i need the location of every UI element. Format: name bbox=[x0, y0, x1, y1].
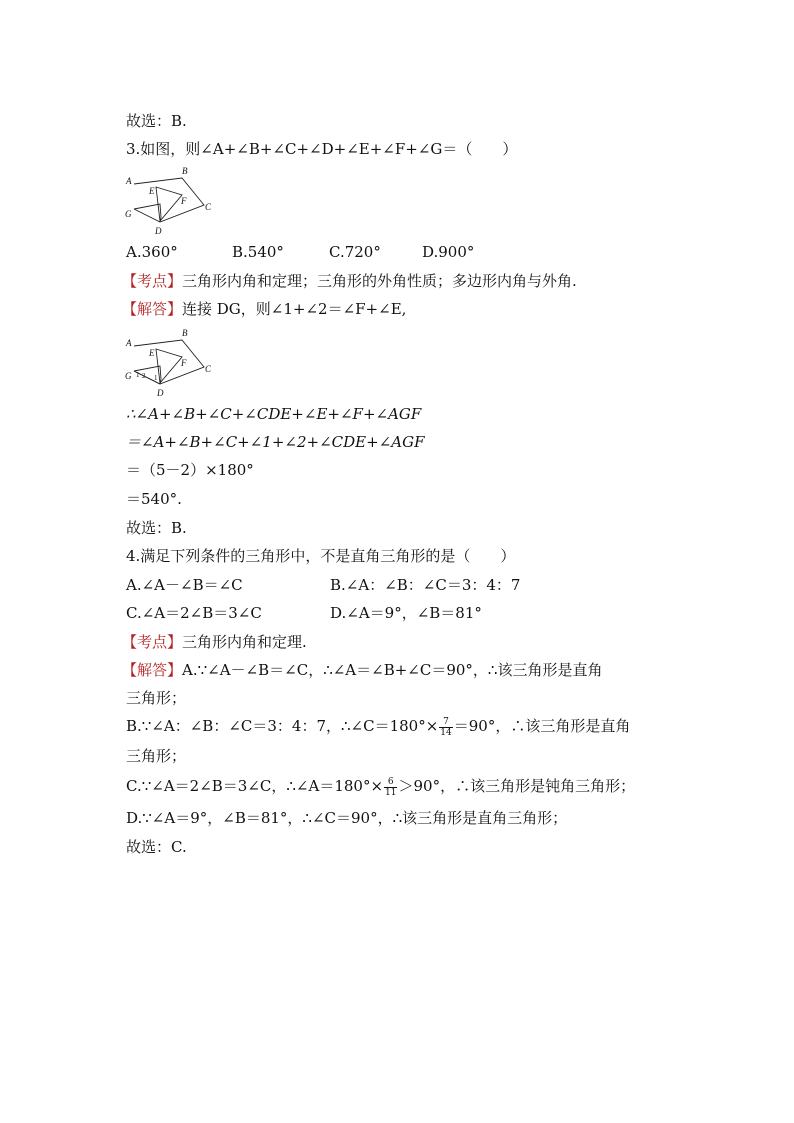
q3-jieda bbox=[122, 299, 406, 319]
q3-fig-label-c: C bbox=[205, 202, 212, 212]
q4-kaodian-text: 三角形内角和定理. bbox=[182, 633, 307, 651]
q4-answer: 故选：C. bbox=[126, 838, 187, 856]
q3-sol-label-a: A bbox=[126, 338, 132, 348]
q4-jieda-d: D.∵∠A＝9°，∠B＝81°，∴∠C＝90°，∴该三角形是直角三角形； bbox=[126, 809, 568, 827]
q4-jieda-tag: 【解答】 bbox=[122, 661, 183, 679]
q4-options-row-2 bbox=[126, 603, 482, 623]
q4-options-row-1 bbox=[126, 575, 520, 595]
q3-kaodian-tag: 【考点】 bbox=[122, 272, 183, 290]
q3-options bbox=[126, 242, 474, 262]
q3-option-b[interactable]: B.540° bbox=[232, 243, 284, 261]
q4-jieda-b2: 三角形； bbox=[126, 747, 187, 765]
q3-step-1: ∴∠A+∠B+∠C+∠CDE+∠E+∠F+∠AGF bbox=[126, 405, 422, 423]
q4-jieda-b1 bbox=[126, 716, 630, 738]
q4-option-a[interactable]: A.∠A－∠B＝∠C bbox=[126, 576, 243, 594]
q4-fraction-6-11 bbox=[384, 777, 397, 798]
q3-fig-label-f: F bbox=[181, 196, 187, 206]
q3-figure-side bbox=[134, 204, 161, 222]
q3-answer: 故选：B. bbox=[126, 519, 187, 537]
q4-kaodian bbox=[122, 632, 307, 652]
q3-step-3: ＝（5－2）×180° bbox=[126, 461, 254, 479]
q3-stem: 3.如图，则∠A+∠B+∠C+∠D+∠E+∠F+∠G＝（ ） bbox=[126, 140, 518, 158]
q3-fig-label-b: B bbox=[182, 166, 188, 176]
q4-jieda bbox=[122, 660, 602, 680]
q4-option-b[interactable]: B.∠A：∠B：∠C＝3：4：7 bbox=[330, 576, 521, 594]
q3-jieda-text: 连接 DG，则∠1+∠2＝∠F+∠E, bbox=[182, 300, 407, 318]
q3-sol-label-d: D bbox=[157, 388, 164, 398]
q3-jieda-tag: 【解答】 bbox=[122, 300, 183, 318]
q3-option-a[interactable]: A.360° bbox=[126, 243, 178, 261]
q4-stem: 4.满足下列条件的三角形中，不是直角三角形的是（ ） bbox=[126, 547, 516, 565]
q3-sol-label-f: F bbox=[181, 358, 187, 368]
q3-sol-label-g: G bbox=[125, 371, 132, 381]
q3-sol-label-angle-2: 2 bbox=[142, 372, 146, 380]
q3-kaodian bbox=[122, 271, 577, 291]
q3-step-2: ＝∠A+∠B+∠C+∠1+∠2+∠CDE+∠AGF bbox=[126, 433, 425, 451]
q4-fraction-7-14 bbox=[439, 717, 452, 738]
q4-jieda-c-pre: C.∵∠A＝2∠B＝3∠C，∴∠A＝180°× bbox=[126, 777, 384, 795]
q3-figure-quadrilateral bbox=[134, 178, 204, 222]
q4-jieda-a1: A.∵∠A－∠B＝∠C，∴∠A＝∠B+∠C＝90°，∴该三角形是直角 bbox=[182, 661, 603, 679]
q3-sol-label-angle-1: 1 bbox=[136, 371, 140, 379]
q3-step-4: ＝540°. bbox=[126, 490, 182, 508]
q4-fraction-7-14-denominator: 14 bbox=[440, 727, 452, 738]
q3-figure bbox=[120, 162, 220, 238]
q3-option-c[interactable]: C.720° bbox=[329, 243, 381, 261]
q3-fig-label-d: D bbox=[155, 226, 162, 236]
q3-option-d[interactable]: D.900° bbox=[422, 243, 475, 261]
q4-kaodian-tag: 【考点】 bbox=[122, 633, 183, 651]
q3-fig-label-g: G bbox=[125, 209, 132, 219]
q3-solution-figure bbox=[120, 324, 220, 400]
q3-sol-label-b: B bbox=[182, 328, 188, 338]
q4-jieda-c bbox=[126, 776, 635, 798]
q4-fraction-6-11-numerator: 6 bbox=[384, 777, 397, 788]
q4-fraction-7-14-numerator: 7 bbox=[439, 717, 452, 728]
q4-jieda-a2: 三角形； bbox=[126, 689, 187, 707]
q4-jieda-b1-pre: B.∵∠A：∠B：∠C＝3：4：7，∴∠C＝180°× bbox=[126, 717, 439, 735]
q4-fraction-6-11-denominator: 11 bbox=[385, 787, 397, 798]
q4-option-c[interactable]: C.∠A＝2∠B＝3∠C bbox=[126, 604, 262, 622]
q3-sol-label-e: E bbox=[149, 348, 155, 358]
q3-fig-label-a: A bbox=[126, 176, 132, 186]
q4-jieda-b1-post: ＝90°，∴该三角形是直角 bbox=[453, 717, 631, 735]
q3-sol-label-angle-1b: 1 bbox=[154, 374, 158, 382]
q4-option-d[interactable]: D.∠A＝9°，∠B＝81° bbox=[330, 604, 482, 622]
prev-answer: 故选：B. bbox=[126, 112, 187, 130]
q3-kaodian-text: 三角形内角和定理；三角形的外角性质；多边形内角与外角. bbox=[182, 272, 577, 290]
q4-jieda-c-post: ＞90°，∴该三角形是钝角三角形； bbox=[398, 777, 636, 795]
q3-sol-label-c: C bbox=[205, 364, 212, 374]
q3-fig-label-e: E bbox=[149, 186, 155, 196]
